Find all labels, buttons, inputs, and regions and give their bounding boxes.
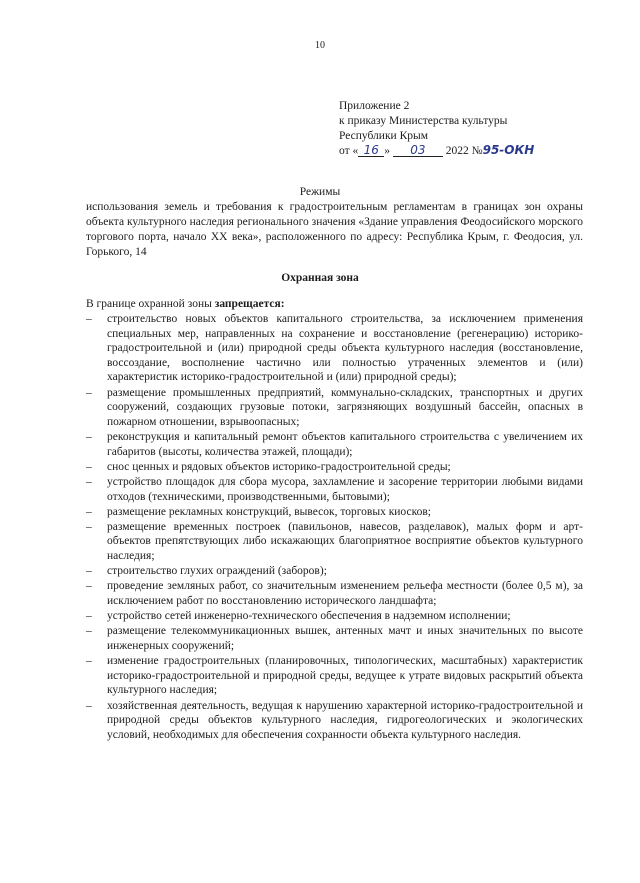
- dash-bullet: –: [86, 386, 92, 399]
- list-item: [86, 699, 583, 743]
- date-mid: »: [384, 145, 390, 157]
- list-item-text: реконструкция и капитальный ремонт объектов капитального строительства с увеличением их габаритов (высоты, количества этажей, площади);: [107, 430, 583, 458]
- handwritten-month: 03: [393, 144, 443, 157]
- list-item: [86, 312, 583, 385]
- list-item-text: хозяйственная деятельность, ведущая к нарушению характерной историко-градостроительной и природной среды объектов культурного наследия, гидрогеологических и экологических условий, необходимых для обеспечения сохранности объекта культурного наследия.: [107, 699, 583, 741]
- dash-bullet: –: [86, 625, 92, 638]
- list-item: [86, 624, 583, 653]
- list-item-text: проведение земляных работ, со значительным изменением рельефа местности (более 0,5 м), за исключением работ по восстановлению исторического ландшафта;: [107, 580, 583, 608]
- document-subtitle: использования земель и требования к градостроительным регламентам в границах зон охраны объекта культурного наследия регионального значения «Здание управления Феодосийского морского торгового порта, начало XX века», расположенного по адресу: Республика Крым, г. Феодосия, ул. Горького, 14: [86, 201, 583, 258]
- dash-bullet: –: [86, 313, 92, 325]
- dash-bullet: –: [86, 520, 92, 533]
- dash-bullet: –: [86, 505, 92, 518]
- list-item: [86, 579, 583, 608]
- handwritten-day: 16: [358, 144, 384, 157]
- list-item: [86, 460, 583, 475]
- date-prefix: от «: [339, 145, 359, 157]
- list-item-text: снос ценных и рядовых объектов историко-градостроительной среды;: [107, 460, 451, 473]
- list-item: [86, 386, 583, 430]
- appendix-republic: Республики Крым: [339, 130, 428, 142]
- list-item: [86, 505, 583, 520]
- list-item-text: размещение временных построек (павильонов, навесов, разделавок), малых форм и арт-объектов препятствующих либо искажающих благоприятное восприятие объектов культурного наследия;: [107, 520, 583, 563]
- intro-text: В границе охранной зоны: [86, 298, 215, 310]
- prohibition-list: [86, 312, 583, 743]
- document-title: Режимы: [299, 186, 341, 198]
- prohibition-intro: [86, 297, 583, 312]
- dash-bullet: –: [86, 655, 92, 668]
- list-item-text: устройство площадок для сбора мусора, захламление и засорение территории любыми видами отходов (техническими, производственными, бытовыми);: [107, 475, 583, 503]
- page-number: 10: [315, 40, 325, 51]
- list-item: [86, 475, 583, 504]
- dash-bullet: –: [86, 460, 92, 473]
- list-item: [86, 609, 583, 624]
- section-heading: Охранная зона: [281, 272, 359, 284]
- handwritten-order-number: 95-ОКН: [482, 143, 535, 157]
- dash-bullet: –: [86, 475, 92, 488]
- dash-bullet: –: [86, 565, 92, 578]
- list-item-text: изменение градостроительных (планировочных, типологических, масштабных) характеристик историко-градостроительной и природной среды, ведущее к утрате видовых раскрытий объекта культурного наследия;: [107, 655, 583, 697]
- dash-bullet: –: [86, 430, 92, 443]
- appendix-order-reference: к приказу Министерства культуры: [339, 115, 508, 127]
- list-item-text: строительство глухих ограждений (заборов);: [107, 565, 327, 578]
- list-item-text: строительство новых объектов капитального строительства, за исключением применения специальных мер, направленных на сохранение и восстановление (регенерацию) историко-градостроительной и (или) природной среды объекта культурного наследия (восстановление, воссоздание, восполнение частично или полностью утраченных элементов и (или) характеристик историко-градостроительной и (или) природной среды);: [107, 313, 583, 384]
- appendix-block: [339, 99, 599, 159]
- list-item-text: размещение рекламных конструкций, вывесок, торговых киосков;: [107, 505, 431, 518]
- list-item: [86, 520, 583, 564]
- list-item-text: размещение промышленных предприятий, коммунально-складских, транспортных и других сооружений, создающих грузовые потоки, загрязняющих воздушный бассейн, опасных в пожарном отношении, взрывоопасных;: [107, 386, 583, 428]
- dash-bullet: –: [86, 610, 92, 623]
- appendix-label: Приложение 2: [339, 100, 410, 112]
- list-item-text: размещение телекоммуникационных вышек, антенных мачт и иных значительных по высоте инженерных сооружений;: [107, 625, 583, 652]
- list-item: [86, 564, 583, 579]
- dash-bullet: –: [86, 699, 92, 712]
- date-year: 2022 №: [445, 145, 483, 157]
- intro-emphasis: запрещается:: [214, 298, 285, 310]
- list-item-text: устройство сетей инженерно-технического обеспечения в надземном исполнении;: [107, 610, 511, 623]
- dash-bullet: –: [86, 580, 92, 593]
- appendix-date-line: [339, 144, 599, 159]
- list-item: [86, 654, 583, 698]
- list-item: [86, 430, 583, 459]
